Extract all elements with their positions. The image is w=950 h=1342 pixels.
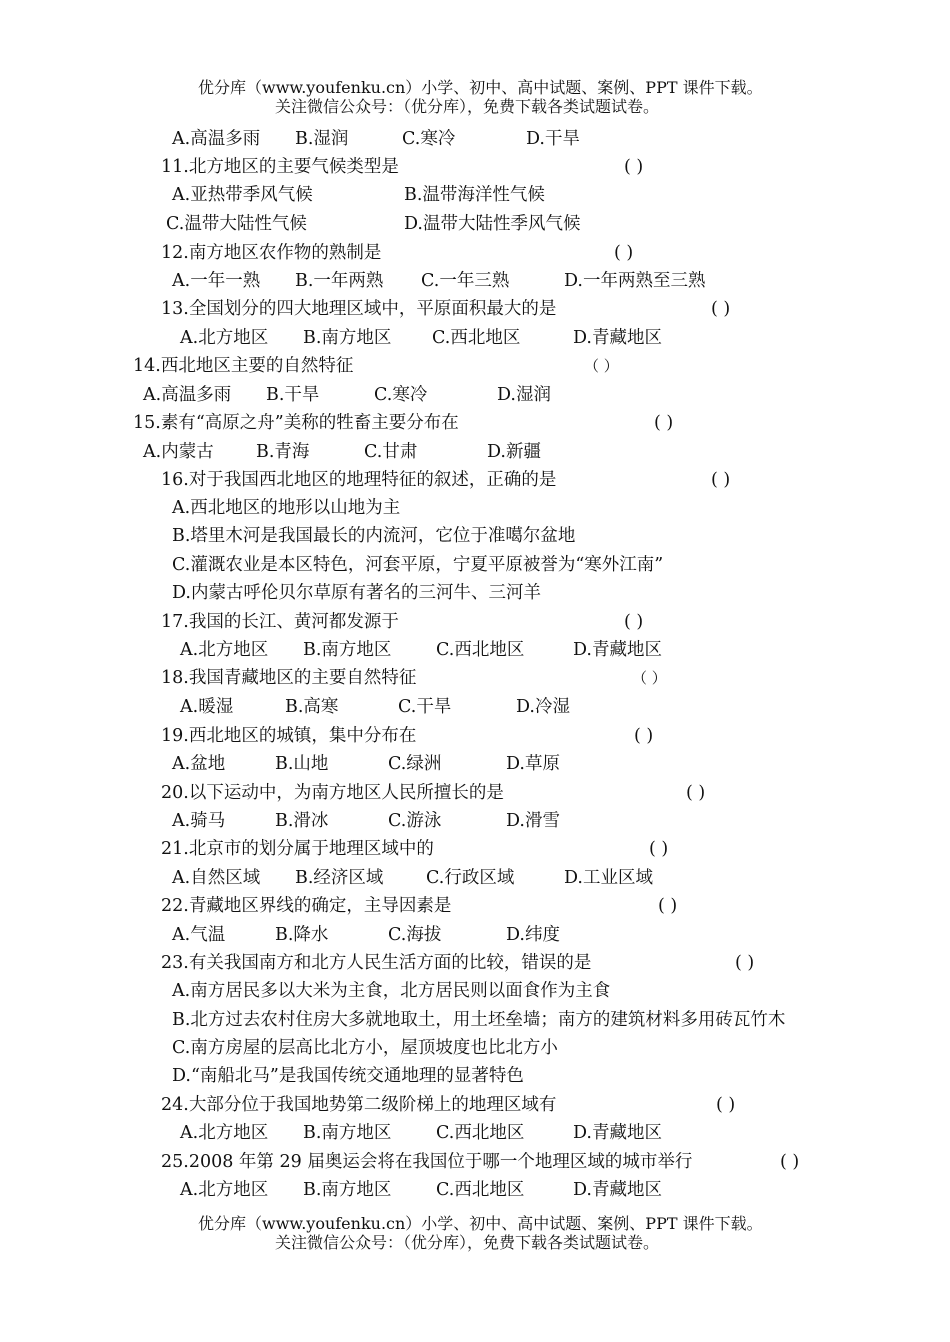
- q13-answer-paren: ( ): [711, 299, 731, 319]
- q12-stem: 12.南方地区农作物的熟制是: [161, 243, 382, 263]
- q24-option-c: C.西北地区: [436, 1123, 525, 1143]
- q21-stem: 21.北京市的划分属于地理区域中的: [161, 839, 434, 859]
- q17-option-b: B.南方地区: [303, 640, 392, 660]
- q17-option-a: A.北方地区: [180, 640, 269, 660]
- q12-option-d: D.一年两熟至三熟: [564, 271, 706, 291]
- q22-answer-paren: ( ): [658, 896, 678, 916]
- q15-stem: 15.素有“高原之舟”美称的牲畜主要分布在: [133, 413, 459, 433]
- q10-option-a: A.高温多雨: [172, 129, 261, 149]
- header-line-1: 优分库（www.youfenku.cn）小学、初中、高中试题、案例、PPT 课件下载。: [198, 78, 763, 97]
- q19-option-b: B.山地: [275, 754, 329, 774]
- q17-stem: 17.我国的长江、黄河都发源于: [161, 612, 399, 632]
- q22-option-d: D.纬度: [506, 925, 560, 945]
- q12-option-c: C.一年三熟: [421, 271, 510, 291]
- q25-option-b: B.南方地区: [303, 1180, 392, 1200]
- q20-option-b: B.滑冰: [275, 811, 329, 831]
- q14-option-d: D.湿润: [497, 385, 551, 405]
- q24-option-d: D.青藏地区: [573, 1123, 662, 1143]
- q10-option-d: D.干旱: [526, 129, 580, 149]
- q18-option-b: B.高寒: [285, 697, 339, 717]
- q23-option-b: B.北方过去农村住房大多就地取土，用土坯垒墙；南方的建筑材料多用砖瓦竹木: [172, 1010, 786, 1030]
- q25-option-d: D.青藏地区: [573, 1180, 662, 1200]
- q21-option-d: D.工业区域: [564, 868, 653, 888]
- q13-option-c: C.西北地区: [432, 328, 521, 348]
- q23-answer-paren: ( ): [735, 953, 755, 973]
- q15-option-a: A.内蒙古: [143, 442, 214, 462]
- q24-option-a: A.北方地区: [180, 1123, 269, 1143]
- q13-option-a: A.北方地区: [180, 328, 269, 348]
- q10-option-b: B.湿润: [295, 129, 349, 149]
- q13-option-b: B.南方地区: [303, 328, 392, 348]
- q25-stem: 25.2008 年第 29 届奥运会将在我国位于哪一个地理区域的城市举行: [161, 1152, 693, 1172]
- q15-option-d: D.新疆: [487, 442, 541, 462]
- q16-stem: 16.对于我国西北地区的地理特征的叙述，正确的是: [161, 470, 557, 490]
- q22-option-c: C.海拔: [388, 925, 442, 945]
- q19-option-c: C.绿洲: [388, 754, 442, 774]
- q23-stem: 23.有关我国南方和北方人民生活方面的比较，错误的是: [161, 953, 592, 973]
- q21-option-b: B.经济区域: [295, 868, 384, 888]
- q21-answer-paren: ( ): [649, 839, 669, 859]
- q10-option-c: C.寒冷: [402, 129, 456, 149]
- q25-option-a: A.北方地区: [180, 1180, 269, 1200]
- q15-option-b: B.青海: [256, 442, 310, 462]
- q22-stem: 22.青藏地区界线的确定，主导因素是: [161, 896, 452, 916]
- q15-answer-paren: ( ): [654, 413, 674, 433]
- q21-option-a: A.自然区域: [172, 868, 261, 888]
- q18-option-c: C.干旱: [398, 697, 452, 717]
- q25-option-c: C.西北地区: [436, 1180, 525, 1200]
- q20-option-a: A.骑马: [172, 811, 226, 831]
- q11-option-b: B.温带海洋性气候: [404, 185, 545, 205]
- q19-answer-paren: ( ): [634, 726, 654, 746]
- q14-option-c: C.寒冷: [374, 385, 428, 405]
- q15-option-c: C.甘肃: [364, 442, 418, 462]
- q11-answer-paren: ( ): [624, 157, 644, 177]
- q14-option-b: B.干旱: [266, 385, 320, 405]
- q20-option-c: C.游泳: [388, 811, 442, 831]
- footer-line-1: 优分库（www.youfenku.cn）小学、初中、高中试题、案例、PPT 课件下载。: [198, 1214, 763, 1233]
- q18-answer-paren: （ ）: [632, 669, 667, 687]
- q12-option-a: A.一年一熟: [172, 271, 261, 291]
- footer-line-2: 关注微信公众号：（优分库），免费下载各类试题试卷。: [275, 1233, 660, 1252]
- q11-stem: 11.北方地区的主要气候类型是: [161, 157, 399, 177]
- q16-option-c: C.灌溉农业是本区特色，河套平原，宁夏平原被誉为“寒外江南”: [172, 555, 664, 575]
- q11-option-d: D.温带大陆性季风气候: [404, 214, 581, 234]
- q12-answer-paren: ( ): [614, 243, 634, 263]
- q13-stem: 13.全国划分的四大地理区域中，平原面积最大的是: [161, 299, 557, 319]
- q20-answer-paren: ( ): [686, 783, 706, 803]
- q14-answer-paren: （ ）: [584, 357, 619, 375]
- q11-option-c: C.温带大陆性气候: [166, 214, 307, 234]
- q20-stem: 20.以下运动中，为南方地区人民所擅长的是: [161, 783, 504, 803]
- q19-option-a: A.盆地: [172, 754, 226, 774]
- q19-stem: 19.西北地区的城镇，集中分布在: [161, 726, 417, 746]
- q18-option-d: D.冷湿: [516, 697, 570, 717]
- header-line-2: 关注微信公众号：（优分库），免费下载各类试题试卷。: [275, 97, 660, 116]
- q14-stem: 14.西北地区主要的自然特征: [133, 356, 354, 376]
- q22-option-b: B.降水: [275, 925, 329, 945]
- q14-option-a: A.高温多雨: [143, 385, 232, 405]
- q12-option-b: B.一年两熟: [295, 271, 384, 291]
- q21-option-c: C.行政区域: [426, 868, 515, 888]
- q23-option-a: A.南方居民多以大米为主食，北方居民则以面食作为主食: [172, 981, 611, 1001]
- q19-option-d: D.草原: [506, 754, 560, 774]
- q24-option-b: B.南方地区: [303, 1123, 392, 1143]
- q13-option-d: D.青藏地区: [573, 328, 662, 348]
- q16-answer-paren: ( ): [711, 470, 731, 490]
- q18-stem: 18.我国青藏地区的主要自然特征: [161, 668, 417, 688]
- q18-option-a: A.暖湿: [180, 697, 234, 717]
- q23-option-d: D.“南船北马”是我国传统交通地理的显著特色: [172, 1066, 524, 1086]
- q20-option-d: D.滑雪: [506, 811, 560, 831]
- q17-answer-paren: ( ): [624, 612, 644, 632]
- q23-option-c: C.南方房屋的层高比北方小，屋顶坡度也比北方小: [172, 1038, 558, 1058]
- q24-stem: 24.大部分位于我国地势第二级阶梯上的地理区域有: [161, 1095, 557, 1115]
- q22-option-a: A.气温: [172, 925, 226, 945]
- q25-answer-paren: ( ): [780, 1152, 800, 1172]
- q16-option-d: D.内蒙古呼伦贝尔草原有著名的三河牛、三河羊: [172, 583, 541, 603]
- q11-option-a: A.亚热带季风气候: [172, 185, 313, 205]
- q16-option-b: B.塔里木河是我国最长的内流河，它位于准噶尔盆地: [172, 526, 576, 546]
- q16-option-a: A.西北地区的地形以山地为主: [172, 498, 401, 518]
- q24-answer-paren: ( ): [716, 1095, 736, 1115]
- q17-option-d: D.青藏地区: [573, 640, 662, 660]
- q17-option-c: C.西北地区: [436, 640, 525, 660]
